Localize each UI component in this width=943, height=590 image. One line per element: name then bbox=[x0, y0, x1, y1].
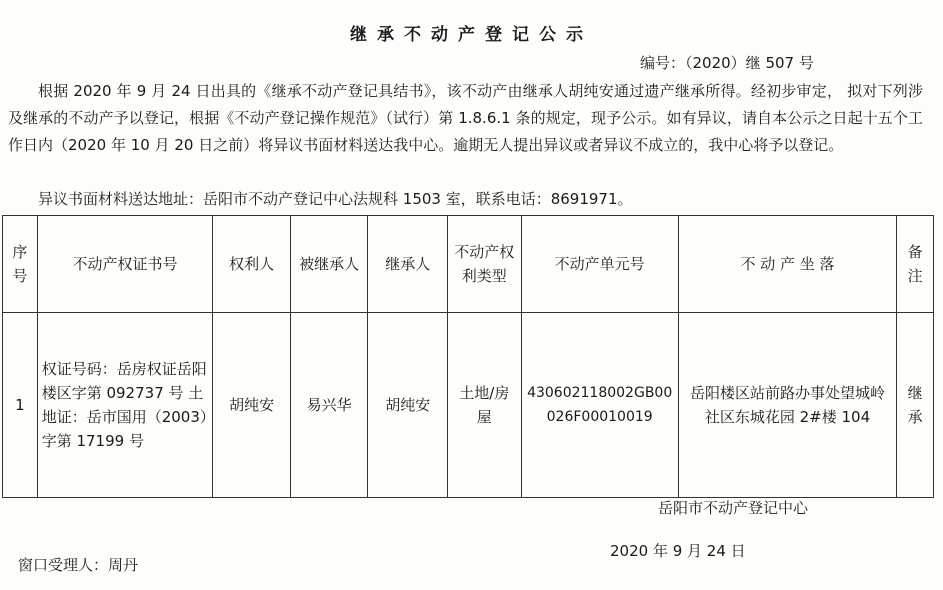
document-number: 编号：（2020）继 507 号 bbox=[640, 54, 814, 72]
notice-body: 根据 2020 年 9 月 24 日出具的《继承不动产登记具结书》，该不动产由继承人胡纯安通过遗产继承所得。经初步审定， 拟对下列涉及继承的不动产予以登记，根据《不动产登记操作规范》（试行）第 1.8.6.1 条的规定，现予公示。如有异议，请自本公示之日起十五个工作日内（2020 年 10 月 20 日之前）将异议书面材料送达我中心。逾期无人提出异议或者异议不成立的，我中心将予以登记。 bbox=[8, 82, 923, 154]
header-unit-no: 不动产单元号 bbox=[521, 216, 678, 313]
cell-right-type: 土地/房屋 bbox=[448, 313, 522, 498]
header-heir: 继承人 bbox=[368, 216, 448, 313]
page-title: 继承不动产登记公示 bbox=[350, 25, 593, 45]
header-decedent: 被继承人 bbox=[290, 216, 368, 313]
cell-owner: 胡纯安 bbox=[213, 313, 291, 498]
header-owner: 权利人 bbox=[213, 216, 291, 313]
header-seq: 序号 bbox=[3, 216, 38, 313]
header-right-type: 不动产权利类型 bbox=[448, 216, 522, 313]
header-remark: 备注 bbox=[897, 216, 934, 313]
cell-decedent: 易兴华 bbox=[290, 313, 368, 498]
cell-unit-no: 430602118002GB00026F00010019 bbox=[521, 313, 678, 498]
header-cert-no: 不动产权证书号 bbox=[37, 216, 213, 313]
issuer-signature: 岳阳市不动产登记中心 bbox=[658, 499, 809, 517]
cell-remark: 继承 bbox=[897, 313, 934, 498]
objection-address: 异议书面材料送达地址：岳阳市不动产登记中心法规科 1503 室，联系电话：8691971。 bbox=[38, 190, 633, 208]
cell-seq: 1 bbox=[3, 313, 38, 498]
cell-location: 岳阳楼区站前路办事处望城岭社区东城花园 2#楼 104 bbox=[678, 313, 896, 498]
header-location: 不 动 产 坐 落 bbox=[678, 216, 896, 313]
registration-table bbox=[2, 215, 934, 498]
issue-date: 2020 年 9 月 24 日 bbox=[610, 542, 746, 560]
window-handler: 窗口受理人：周丹 bbox=[18, 556, 139, 574]
table-header-row bbox=[3, 216, 934, 313]
cell-heir: 胡纯安 bbox=[368, 313, 448, 498]
table-row bbox=[3, 313, 934, 498]
cell-cert-no: 权证号码：岳房权证岳阳楼区字第 092737 号 土地证：岳市国用（2003）字第 17199 号 bbox=[37, 313, 213, 498]
